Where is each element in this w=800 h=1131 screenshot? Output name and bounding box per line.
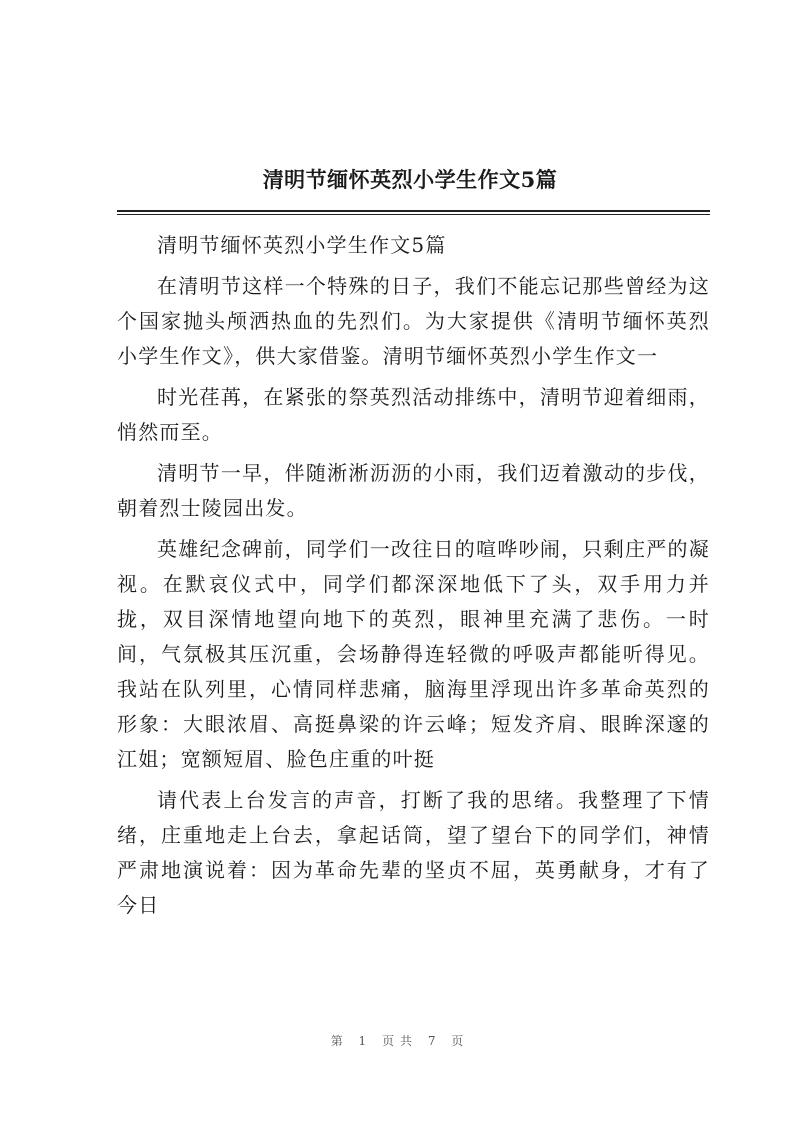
title-rule-thin [117,214,710,215]
document-body [117,228,710,929]
document-title: 清明节缅怀英烈小学生作文5篇 [262,167,558,192]
page-footer: 第 1 页共 7 页 [330,1034,470,1048]
title-rule-thick [117,210,710,212]
paragraph-1: 清明节缅怀英烈小学生作文5篇 [157,233,447,257]
paragraph-2: 在清明节这样一个特殊的日子，我们不能忘记那些曾经为这个国家抛头颅洒热血的先烈们。为大家提供《清明节缅怀英烈小学生作文》，供大家借鉴。清明节缅怀英烈小学生作文一 [117,274,710,368]
paragraph-3: 时光荏苒，在紧张的祭英烈活动排练中，清明节迎着细雨，悄然而至。 [117,385,710,444]
paragraph-6: 请代表上台发言的声音，打断了我的思绪。我整理了下情绪，庄重地走上台去，拿起话筒，望了望台下的同学们，神情严肃地演说着：因为革命先辈的坚贞不屈，英勇献身，才有了今日 [117,788,710,917]
paragraph-5: 英雄纪念碑前，同学们一改往日的喧哗吵闹，只剩庄严的凝视。在默哀仪式中，同学们都深深地低下了头，双手用力并拢，双目深情地望向地下的英烈，眼神里充满了悲伤。一时间，气氛极其压沉重，会场静得连轻微的呼吸声都能听得见。我站在队列里，心情同样悲痛，脑海里浮现出许多革命英烈的形象：大眼浓眉、高挺鼻梁的许云峰；短发齐肩、眼眸深邃的江姐；宽额短眉、脸色庄重的叶挺 [117,537,710,771]
paragraph-4: 清明节一早，伴随淅淅沥沥的小雨，我们迈着激动的步伐，朝着烈士陵园出发。 [117,461,710,520]
